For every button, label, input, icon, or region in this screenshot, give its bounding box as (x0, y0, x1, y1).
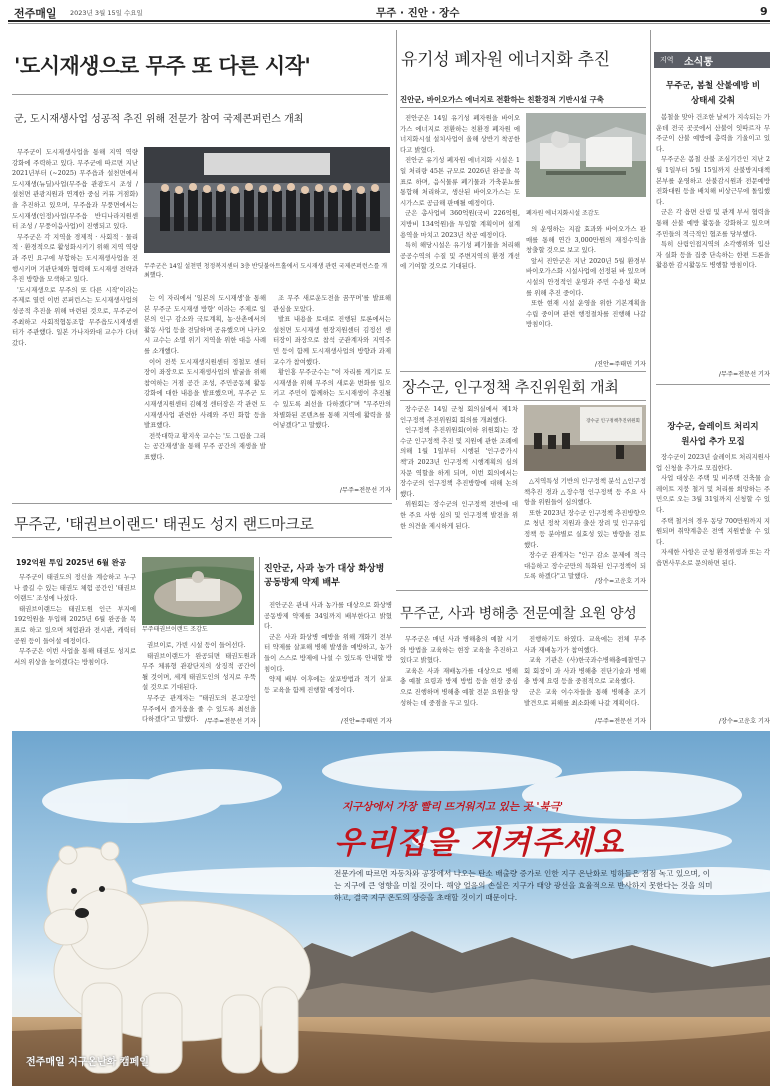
arctic-landscape-illustration (12, 731, 770, 1086)
pest-byline: /무주=전문선 기자 (594, 718, 646, 725)
sidebar-item1-byline: /무주=전문선 기자 (718, 371, 770, 378)
biogas-column-1 (400, 113, 520, 368)
jangsu-rule (400, 400, 646, 401)
paragraph: 군은 총사업비 360억원(국비 226억원, 지방비 134억원)을 투입할 계획이며 설계용역을 마치고 2023년 착공 예정이다. (400, 209, 520, 239)
ad-body: 전문가에 따르면 자동차와 공장에서 나오는 탄소 배출량 증가로 인한 지구 온난화로 빙하들은 점점 녹고 있으며, 이는 지구에 큰 영향을 미칠 것이다. 해양 얼음의 손실은 지구가 태양 광선을 효율적으로 반사하지 못한다는 것을 의미하고, 결국 지구 온도의 상승을 초래할 것이기 때문이다. (334, 869, 713, 902)
paragraph: 무주군은 매년 사과 병해충의 예찰 시기와 방법을 교육하는 현장 교육을 추진하고 있다고 밝혔다. (400, 635, 518, 665)
sidebar-item1-title: 무주군, 봄철 산불예방 비상태세 갖춰 (665, 81, 761, 106)
paragraph: 위원회는 장수군의 인구정책 전반에 대한 주요 사항 심의 및 인구정책 발전을 위한 의견을 제시하게 된다. (400, 500, 518, 530)
paragraph: 군은 교육 이수자들을 통해 병해충 조기 발견으로 피해를 최소화해 나갈 계획이다. (524, 687, 646, 707)
sidebar-item2-byline: /장수=고운호 기자 (718, 718, 770, 725)
taekwondo-top-rule (12, 503, 392, 504)
fire-byline: /진안=주태민 기자 (340, 718, 392, 725)
lead-column-1 (12, 147, 138, 497)
paragraph: 전북대학교 황지욱 교수는 '도 그림을 그리는 공간재생'을 통해 무주 공간의 재생을 발표했다. (144, 431, 266, 461)
lead-headline: '도시재생으로 무주 또 다른 시작' (14, 54, 311, 78)
paragraph: 진안군은 관내 사과 농가를 대상으로 화상병 공동방제 약제를 34일까지 배부한다고 밝혔다. (264, 601, 392, 631)
taekwondo-headline: 무주군, '태권브이랜드' 태권도 성지 랜드마크로 (14, 515, 314, 533)
column-divider (396, 30, 397, 500)
paragraph: 봄철을 맞아 건조한 날씨가 지속되는 가운데 전국 곳곳에서 산불이 잇따르자 무주군이 산불 예방에 총력을 기울이고 있다. (656, 113, 770, 153)
paragraph: 특히 산림인접지역의 소각행위와 입산자 실화 등을 집중 단속하는 한편 드론을 활용한 감시활동도 병행할 방침이다. (656, 240, 770, 270)
paragraph: 진행하기도 하였다. 교육에는 전체 무주 사과 재배농가가 참여했다. (524, 635, 646, 654)
paragraph: 인구정책 추진위원회(이하 위원회)는 장수군 인구정책 추진 및 지원에 관한 조례에 의해 1월 1일부터 시행된 '인구증가시책'과 2023년 인구정책 시행계획의 심의 자문 역할을 하게 되며, 이번 회의에서는 장수군의 인구정책 추진방향에 대해 논의했다. (400, 426, 518, 498)
ad-tagline: 지구상에서 가장 빨리 뜨거워지고 있는 곳 '북극' (342, 801, 564, 813)
pest-column-1 (400, 634, 518, 726)
sidebar-divider (650, 30, 651, 730)
biogas-byline: /진안=주태민 기자 (594, 361, 646, 368)
sidebar-item1-body (656, 112, 770, 362)
sidebar-label (654, 52, 770, 68)
paragraph: 장수군 관계자는 "인구 감소 문제에 적극 대응하고 장수군만의 특화된 인구정책이 되도록 하겠다"고 말했다. (524, 551, 646, 581)
issue-date: 2023년 3월 15일 수요일 (70, 9, 143, 17)
paragraph: 장수군은 14일 군청 회의실에서 제1차 인구정책 추진위원회 회의를 개최했다. (400, 405, 518, 424)
page-number: 9 (760, 5, 768, 18)
pest-headline: 무주군, 사과 병해충 전문예찰 요원 양성 (400, 606, 637, 622)
paper-name: 전주매일 (14, 7, 57, 20)
paragraph: 교육은 사과 재배농가를 대상으로 병해충 예찰 요령과 방제 방법 등을 현장 중심으로 진행하며 병해충 예찰 전문 요원을 양성하는 데 중점을 두고 있다. (400, 666, 518, 707)
paragraph: △지역특성 기반의 인구정책 분석 △인구정책추진 경과 △장수형 인구정책 등 주요 사항을 위원들이 심의했다. (524, 477, 646, 507)
biogas-rule (400, 107, 646, 108)
masthead (8, 2, 772, 22)
biogas-column-2 (526, 224, 646, 352)
jangsu-headline-visible: 장수군, 인구정책 추진위원회 개최 (402, 378, 619, 396)
pest-top-rule (396, 590, 648, 591)
paragraph: 앞서 진안군은 지난 2020년 5월 환경부 바이오가스화 시설사업에 선정된 바 있으며 시설의 안정적인 운영과 주민 수용성 확보를 위해 추진 중이다. (526, 256, 646, 297)
paragraph: 발표 내용을 토대로 진행된 토론에서는 설천면 도시재생 현장지원센터 김정선 센터장이 좌장으로 참석 군관계자와 지역주민 등이 함께 도시재생사업의 방향과 과제 교수가 참여했다. (273, 315, 391, 366)
paragraph: 무주군이 태권도의 정신을 계승하고 누구나 즐길 수 있는 태권도 체험 공간인 '태권브이랜드' 조성에 나섰다. (14, 573, 136, 603)
paragraph: 교육 기관은 (사)한국과수병해충예찰연구회 회장이 과 사과 병해충 진단기술과 병해충 방제 요령 등을 중점적으로 교육했다. (524, 656, 646, 686)
biogas-caption: 폐자원 에너지화시설 조감도 (526, 210, 600, 217)
biogas-subhead: 진안군, 바이오가스 에너지로 전환하는 친환경적 기반시설 구축 (400, 95, 604, 104)
paragraph: 진안군 유기성 폐자원 에너지화 시설은 1일 처리량 45톤 규모로 2026년 완공을 목표로 하며, 음식물류 폐기물과 가축분뇨를 통합해 처리하고, 생산된 바이오가스는 도시가스로 공급해 판매될 예정이다. (400, 156, 520, 207)
paragraph: 진안군은 14일 유기성 폐자원을 바이오가스 에너지로 전환하는 친환경 폐자원 에너지화시설 설치사업이 올해 상반기 착공한다고 밝혔다. (400, 114, 520, 154)
lead-photo-caption: 무주군은 14일 설천면 청정복지센터 3층 반딧불아트홀에서 도시재생 관련 국제콘퍼런스를 개최했다. (144, 263, 388, 279)
section-name: 무주 · 진안 · 장수 (376, 7, 460, 19)
header-rule (8, 20, 770, 22)
fire-body (264, 600, 392, 716)
sidebar-label-title: 소식통 (684, 57, 713, 68)
paragraph: 조 무주 새로운도전을 꿈꾸며'를 발표해 관심을 모았다. (273, 294, 391, 313)
paragraph: 또한 현재 시설 운영을 위한 기본계획을 수립 중이며 관련 행정절차를 진행해 나갈 방침이다. (526, 299, 646, 329)
lead-column-3 (273, 293, 391, 483)
header-rule-thin (8, 23, 770, 24)
paragraph: 장수군이 2023년 슬레이트 처리지원사업 신청을 추가로 모집한다. (656, 453, 770, 472)
taekwondo-rule (12, 537, 392, 538)
paragraph: 권브이로, 가빈 시설 등이 들어선다. (147, 641, 246, 649)
sidebar-item2-title: 장수군, 슬레이트 처리지원사업 추가 모집 (667, 422, 759, 447)
lead-subhead: 군, 도시재생사업 성공적 추진 위해 전문가 참여 국제콘퍼런스 개최 (14, 114, 304, 125)
sidebar-separator (656, 384, 770, 385)
lead-column-2 (144, 293, 266, 497)
paragraph: 무주군이 도시재생사업을 통해 지역 역량 강화에 주력하고 있다. 무주군에 따르면 지난 2021년부터 (~2025) 무주읍과 설천면에서 도시재생(뉴딜)사업(무주읍 관광도시 조성 / 설천면 관광지원과 연계한 중심 커뮤 거점화)을 추진하고 있으며, 무주읍과 무풍면에서는 도시재생(인정)사업(무주읍 반디나라지원센터 조성 / 무풍이음사업)이 진행되고 있다. (12, 148, 138, 231)
photo-banner-text: 장수군 인구정책추진위원회 (586, 419, 640, 424)
paragraph: 약제 배부 이후에는 살포방법과 적기 살포 등 교육을 함께 진행할 예정이다. (264, 675, 392, 694)
fire-divider (259, 557, 260, 727)
jangsu-top-rule (400, 371, 646, 372)
fire-headline: 진안군, 사과 농가 대상 화상병 공동방제 약제 배부 (264, 564, 385, 588)
taekwondo-column-1 (14, 572, 136, 722)
ad-signature: 전주매일 지구온난화 캠페인 (26, 1057, 149, 1068)
paragraph: 무주군은 각 지역을 경제적 · 사회적 · 물리적 · 환경적으로 활성화시키기 위해 지역 역량과 주민 요구에 부합하는 도시재생사업을 진행시키며 기관단체와 협력해 도시재생 전략과 추진 방향을 모색하고 있다. (12, 232, 138, 284)
lead-byline: /무주=전문선 기자 (339, 487, 391, 494)
taekwondo-land-rendering (142, 557, 254, 625)
pest-rule (400, 627, 646, 628)
taekwondo-byline: /무주=전문선 기자 (204, 718, 256, 725)
paragraph: 의 운영하는 지잡 효과와 바이오가스 판매를 통해 연간 3,000만원의 재정수익을 창출할 것으로 보고 있다. (526, 225, 646, 255)
pest-column-2 (524, 634, 646, 716)
lead-rule (12, 94, 388, 95)
paragraph: 태권브이랜드는 태권도원 인근 부지에 192억원을 투입해 2025년 6월 완공을 목표로 하고 있으며 체험관과 전시관, 캐릭터 공원 등이 들어설 예정이다. (14, 604, 136, 645)
sidebar-item2-body (656, 452, 770, 708)
paragraph: 태권브이랜드가 완공되면 태권도원과 무주 체류형 관광단지의 상징적 공간이 될 것이며, 세계 태권도인의 성지로 우뚝 설 것으로 기대된다. (142, 651, 256, 692)
paragraph: 무주군은 봄철 산불 조심기간인 지난 2월 1일부터 5월 15일까지 산불방지대책본부를 운영하고 산불감시원과 전문예방진화대원 등을 배치해 비상근무에 돌입했다. (656, 155, 770, 206)
climate-campaign-ad (12, 731, 770, 1086)
sidebar-label-kicker: 지역 (660, 56, 674, 64)
paragraph: '도시재생으로 무주의 또 다른 시작'이라는 주제로 열린 이번 콘퍼런스는 도시재생사업의 성공적 추진을 위해 마련된 것으로, 무주군이 주최하고 사회적협동조합 무주읍도시재생센터가 주관했다. 일본 가나자와대 교수가 다녀갔다. (12, 285, 138, 347)
paragraph: 군은 사과 화상병 예방을 위해 개화기 전부터 약제를 살포해 병해 발생을 예방하고, 농가들이 스스로 방제에 나설 수 있도록 안내할 방침이다. (264, 632, 392, 673)
jangsu-meeting-photo (524, 405, 646, 471)
paragraph: 군은 각 읍면 산림 및 관계 부서 협력을 통해 산불 예방 활동을 강화하고 있으며 주민들의 적극적인 협조를 당부했다. (656, 208, 770, 238)
ad-headline: 우리집을 지켜주세요 (334, 825, 625, 861)
paragraph: 사업 대상은 주택 및 비주택 건축물 슬레이트 지붕 철거 및 처리를 희망하는 주민으로 오는 3월 31일까지 신청할 수 있다. (656, 474, 770, 514)
taekwondo-caption: 무주태권브이랜드 조감도 (142, 626, 208, 633)
paragraph: 특히 해당시설은 유기성 폐기물을 처리해 공공수역의 수질 및 주변지역의 환경 개선에 기여할 것으로 기대된다. (400, 241, 520, 271)
paragraph: 무주군은 이번 사업을 통해 태권도 성지로서의 위상을 높이겠다는 방침이다. (14, 647, 136, 666)
biogas-facility-rendering (526, 113, 646, 197)
paragraph: 주택 철거의 경우 동당 700만원까지 지원되며 취약계층은 전액 지원받을 수 있다. (656, 516, 770, 546)
jangsu-column-2 (524, 476, 646, 581)
paragraph: 는 이 자리에서 '일본의 도시재생'을 통해 본 무주군 도시재생 방향' 이라는 주제로 일본의 인구 감소와 국토계획, 농·산촌에서의 활동 사업 등을 전달하며 공유했으며 나카오시 교수는 소멸 위기 지역을 위한 대응 사례를 소개했다. (144, 294, 266, 355)
biogas-headline: 유기성 폐자원 에너지화 추진 (401, 50, 610, 70)
taekwondo-subhead: 192억원 투입 2025년 6월 완공 (16, 558, 127, 567)
conference-photo (144, 147, 390, 253)
paragraph: 무주군 관계자는 "태권도의 본고장인 무주에서 즐거움을 줄 수 있도록 최선을 다하겠다"고 말했다. (142, 693, 256, 724)
paragraph: 또한 2023년 장수군 인구정책 추진방향으로 청년 정착 지원과 출산 장려 및 인구유입 정책 등 분야별로 실효성 있는 방향을 검토했다. (524, 508, 646, 549)
paragraph: 황인홍 무주군수는 "이 자리를 계기로 도시재생을 위해 무주의 새로운 변화를 일으키고 주민이 함께하는 도시재생이 추진될 수 있도록 최선을 다하겠다"며 "무주만의 차별화된 콘텐츠를 통해 지역에 활력을 불어넣겠다"고 말했다. (273, 368, 391, 430)
paragraph: 자세한 사항은 군청 환경위생과 또는 각 읍면사무소로 문의하면 된다. (656, 548, 770, 567)
jangsu-byline: /장수=고운호 기자 (594, 578, 646, 585)
jangsu-column-1 (400, 404, 518, 564)
paragraph: 이어 전북 도시재생지원센터 정철모 센터장이 좌장으로 도시재생사업의 발굴을 위해 참여하는 거점 공간 조성, 주민공동체 활동 강화에 대한 내용을 발표했으며, 무주군 도시재생지원센터 김혜정 센터장은 각 관련 도시재생사업 관련한 사례와 주민 화합 등을 발표했다. (144, 357, 266, 430)
